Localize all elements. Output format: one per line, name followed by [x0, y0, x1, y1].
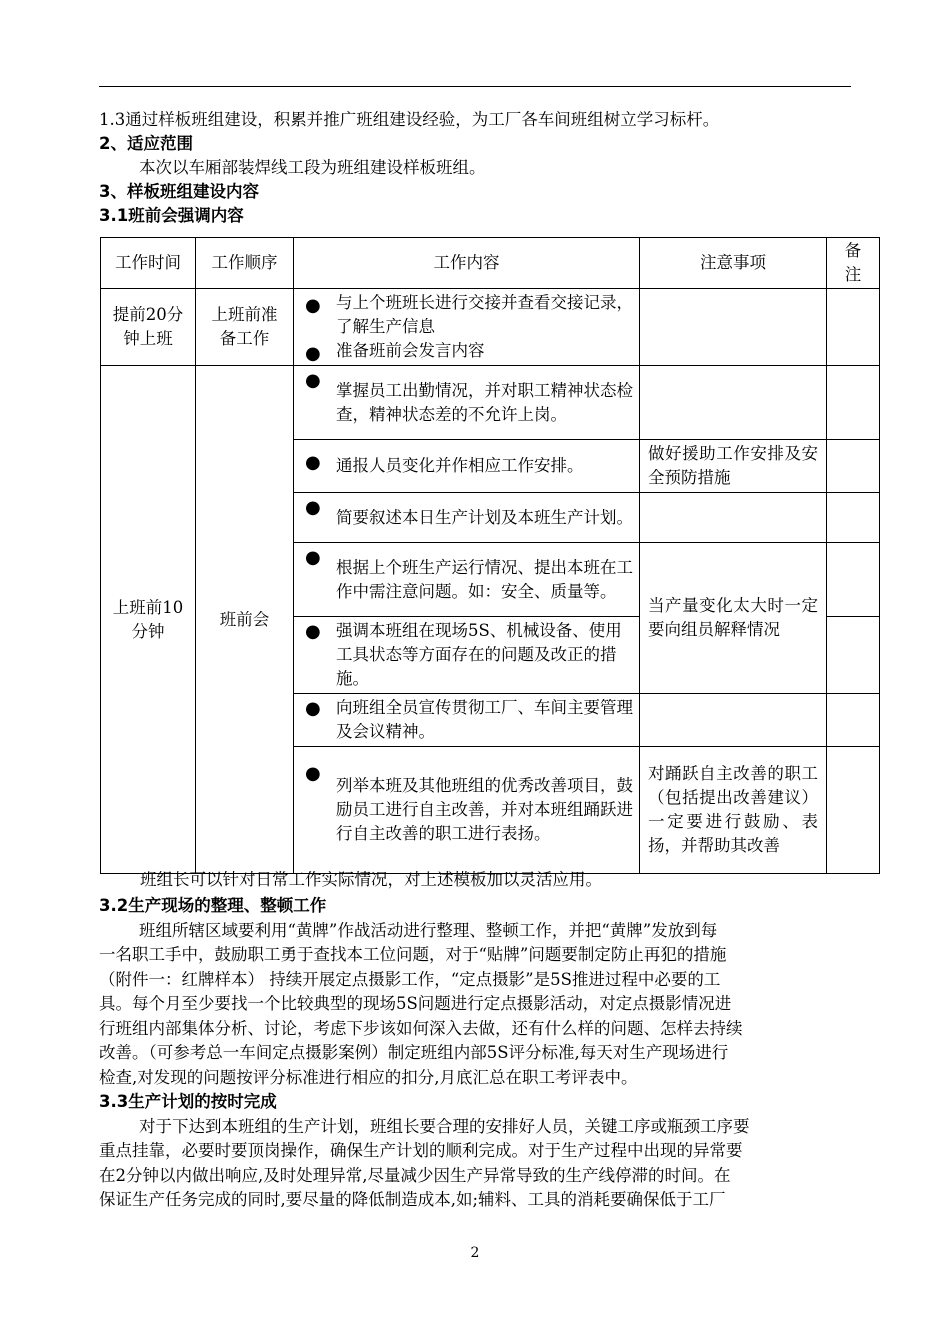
bullet-icon: ●	[305, 621, 321, 642]
row1-note	[640, 289, 827, 366]
row1-remark	[827, 289, 880, 366]
bullet-icon: ●	[305, 547, 321, 568]
table-row	[101, 366, 880, 440]
paragraph-line: 检查,对发现的问题按评分标准进行相应的扣分,月底汇总在职工考评表中。	[99, 1067, 638, 1087]
section-3-heading: 3、样板班组建设内容	[99, 182, 259, 201]
remark-cell	[827, 366, 880, 440]
section-3-2-paragraph	[99, 919, 851, 1091]
note-cell	[640, 694, 827, 747]
bullet-icon: ●	[305, 452, 321, 473]
paragraph-line: 班组所辖区域要利用“黄牌”作战活动进行整理、整顿工作，并把“黄牌”发放到每	[139, 920, 718, 940]
remark-cell	[827, 440, 880, 493]
row1-order: 上班前准备工作	[196, 289, 294, 366]
bullet-icon: ●	[305, 763, 321, 784]
header-time: 工作时间	[101, 238, 196, 289]
bullet-icon: ●	[305, 370, 321, 391]
section-2-heading: 2、适应范围	[99, 134, 193, 153]
note-cell: 对踊跃自主改善的职工（包括提出改善建议）一定要进行鼓励、表扬，并帮助其改善	[640, 747, 827, 874]
note-cell	[640, 493, 827, 543]
remark-cell	[827, 543, 880, 617]
section-3-3-paragraph	[99, 1115, 851, 1213]
bullet-icon: ●	[305, 497, 321, 518]
remark-cell	[827, 747, 880, 874]
note-cell: 当产量变化太大时一定要向组员解释情况	[640, 543, 827, 694]
paragraph-line: 保证生产任务完成的同时,要尽量的降低制造成本,如;辅料、工具的消耗要确保低于工厂	[99, 1190, 726, 1209]
paragraph-line: 在2分钟以内做出响应,及时处理异常,尽量减少因生产异常导致的生产线停滞的时间。在	[99, 1165, 731, 1185]
paragraph-line: 具。每个月至少要找一个比较典型的现场5S问题进行定点摄影活动，对定点摄影情况进	[99, 994, 732, 1013]
row1-time: 提前20分钟上班	[101, 289, 196, 366]
header-content: 工作内容	[294, 238, 640, 289]
table-header-row	[101, 238, 880, 289]
list-item: ● 简要叙述本日生产计划及本班生产计划。	[294, 493, 640, 543]
table-row	[101, 289, 880, 366]
remark-cell	[827, 694, 880, 747]
page-number: 2	[470, 1245, 480, 1261]
table-note: 班组长可以针对日常工作实际情况，对上述模板加以灵活应用。	[140, 870, 602, 889]
paragraph-line: 改善。（可参考总一车间定点摄影案例）制定班组内部5S评分标准,每天对生产现场进行	[99, 1043, 729, 1062]
paragraph-line: 重点挂靠，必要时要顶岗操作，确保生产计划的顺利完成。对于生产过程中出现的异常要	[99, 1141, 743, 1160]
list-item: ● 准备班前会发言内容	[305, 341, 485, 364]
header-rule	[99, 86, 851, 87]
paragraph-line: 一名职工手中，鼓励职工勇于查找本工位问题，对于“贴牌”问题要制定防止再犯的措施	[99, 945, 727, 964]
row2-time: 上班前10分钟	[101, 366, 196, 874]
row2-order: 班前会	[196, 366, 294, 874]
list-item: ● 通报人员变化并作相应工作安排。	[294, 440, 640, 493]
note-cell	[640, 366, 827, 440]
list-item: ● 掌握员工出勤情况，并对职工精神状态检查，精神状态差的不允许上岗。	[294, 366, 640, 440]
header-remarks: 备注	[827, 238, 880, 289]
remark-cell	[827, 493, 880, 543]
intro-line: 1.3通过样板班组建设，积累并推广班组建设经验，为工厂各车间班组树立学习标杆。	[99, 110, 720, 129]
section-3-3-heading: 3.3生产计划的按时完成	[99, 1092, 277, 1111]
bullet-icon: ●	[305, 698, 321, 719]
paragraph-line: （附件一：红牌样本） 持续开展定点摄影工作，“定点摄影”是5S推进过程中必要的工	[99, 969, 721, 989]
pre-shift-meeting-table	[100, 237, 880, 874]
list-item: ● 与上个班班长进行交接并查看交接记录，了解生产信息	[305, 293, 633, 336]
row1-content	[294, 289, 640, 366]
header-order: 工作顺序	[196, 238, 294, 289]
list-item: ● 向班组全员宣传贯彻工厂、车间主要管理及会议精神。	[294, 694, 640, 747]
section-2-text: 本次以车厢部装焊线工段为班组建设样板班组。	[139, 158, 486, 177]
remark-cell	[827, 617, 880, 694]
paragraph-line: 对于下达到本班组的生产计划，班组长要合理的安排好人员，关键工序或瓶颈工序要	[139, 1116, 750, 1136]
bullet-icon: ●	[305, 343, 321, 364]
list-item: ● 列举本班及其他班组的优秀改善项目，鼓励员工进行自主改善，并对本班组踊跃进行自主改善的职工进行表扬。	[294, 747, 640, 874]
list-item: ● 根据上个班生产运行情况、提出本班在工作中需注意问题。如：安全、质量等。	[294, 543, 640, 617]
note-cell: 做好援助工作安排及安全预防措施	[640, 440, 827, 493]
upper-content	[99, 108, 859, 228]
list-item: ● 强调本班组在现场5S、机械设备、使用工具状态等方面存在的问题及改正的措施。	[294, 617, 640, 694]
paragraph-line: 行班组内部集体分析、讨论，考虑下步该如何深入去做，还有什么样的问题、怎样去持续	[99, 1018, 743, 1038]
section-3-2-heading: 3.2生产现场的整理、整顿工作	[99, 896, 327, 915]
lower-content	[99, 894, 851, 1213]
header-notes: 注意事项	[640, 238, 827, 289]
section-3-1-heading: 3.1班前会强调内容	[99, 206, 244, 225]
bullet-icon: ●	[305, 295, 321, 316]
